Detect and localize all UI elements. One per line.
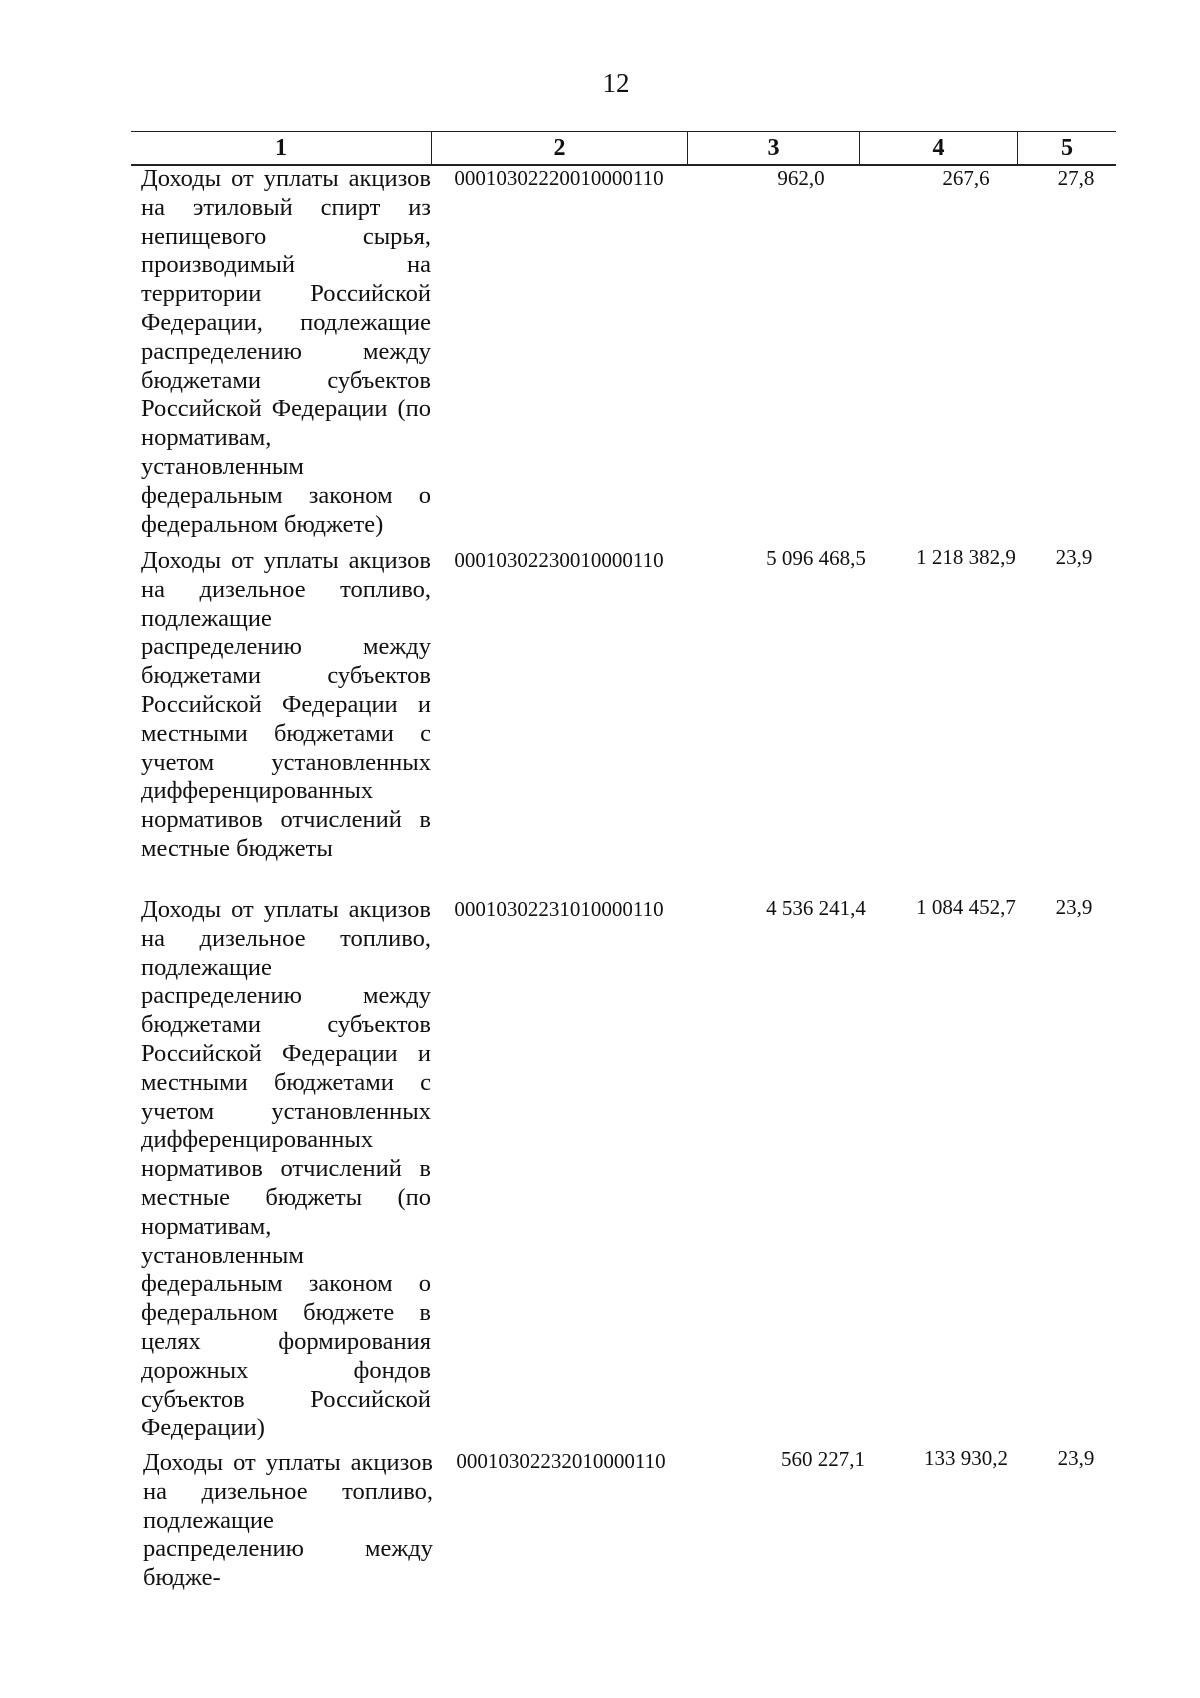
row-value-col4: 1 218 382,9: [916, 545, 1016, 569]
row-value-col4: 133 930,2: [924, 1446, 1008, 1470]
header-cell-3: 3: [767, 135, 780, 161]
row-code: 00010302230010000110: [454, 548, 664, 572]
row-description: Доходы от уплаты акцизов на дизельное топливо, подлежащие распределению между бюджетами субъектов Российской Федерации и местными бюджетами с учетом установленных дифференцированных нормативов отчислений в местные бюджеты (по нормативам, установленным федеральным законом о федеральном бюджете в целях формирования дорожных фондов субъектов Российской Федерации): [141, 896, 431, 1442]
row-value-col4: 267,6: [942, 166, 990, 190]
table-header-row: [131, 131, 1116, 166]
row-code: 00010302220010000110: [454, 166, 664, 190]
row-value-col3: 560 227,1: [781, 1447, 865, 1471]
row-code: 00010302232010000110: [456, 1449, 666, 1473]
row-description: Доходы от уплаты акцизов на дизельное топливо, подлежащие распределению между бюдже-: [143, 1449, 433, 1592]
row-value-col5: 23,9: [1057, 1446, 1095, 1470]
row-value-col5: 27,8: [1057, 166, 1095, 190]
page-number: 12: [602, 68, 630, 98]
row-value-col3: 4 536 241,4: [766, 896, 866, 920]
header-cell-4: 4: [932, 135, 945, 161]
revenue-table: [131, 131, 1116, 1592]
row-value-col3: 5 096 468,5: [766, 546, 866, 570]
row-code: 00010302231010000110: [454, 897, 664, 921]
row-description: Доходы от уплаты акцизов на дизельное топливо, подлежащие распределению между бюджетами субъектов Российской Федерации и местными бюджетами с учетом установленных дифференцированных нормативов отчислений в местные бюджеты: [141, 547, 431, 862]
header-cell-5: 5: [1061, 135, 1073, 161]
header-cell-2: 2: [553, 135, 566, 161]
row-value-col5: 23,9: [1055, 895, 1093, 919]
row-value-col5: 23,9: [1055, 545, 1093, 569]
row-description: Доходы от уплаты акцизов на этиловый спирт из непищевого сырья, производимый на территории Российской Федерации, подлежащие распределению между бюджетами субъектов Российской Федерации (по нормативам, установленным федеральным законом о федеральном бюджете): [141, 165, 431, 538]
header-cell-1: 1: [275, 135, 287, 161]
row-value-col4: 1 084 452,7: [916, 895, 1016, 919]
row-value-col3: 962,0: [777, 166, 825, 190]
